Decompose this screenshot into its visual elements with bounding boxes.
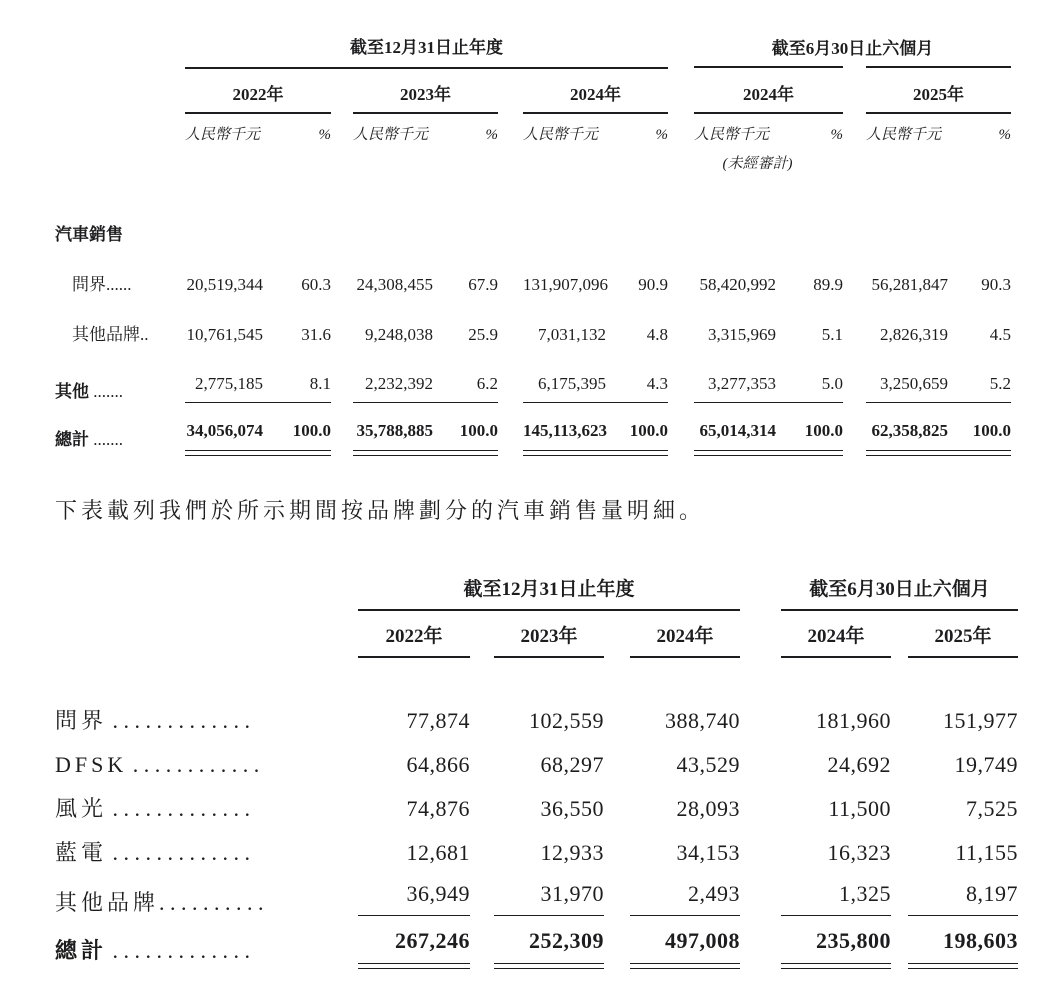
column-gap xyxy=(470,865,494,915)
column-gap xyxy=(740,821,781,865)
year-header-2022: 2022年 xyxy=(185,68,331,113)
column-gap xyxy=(843,402,866,450)
column-gap xyxy=(470,777,494,821)
amount-cell: 10,761,545 xyxy=(186,325,263,345)
volume-cell: 388,740 xyxy=(665,707,740,733)
total-amount-cell: 145,113,623 xyxy=(523,402,606,450)
percent-header: % xyxy=(830,126,843,143)
year-header-row xyxy=(55,68,1011,113)
column-gap xyxy=(891,777,908,821)
total-label-cell xyxy=(55,915,358,963)
total-volume-cell: 252,309 xyxy=(494,915,604,963)
volume-cell: 68,297 xyxy=(540,751,604,777)
percent-header: % xyxy=(998,126,1012,143)
total-label-cell xyxy=(55,402,185,450)
total-label: 總計 xyxy=(55,937,108,963)
sales-volume-by-brand-table xyxy=(55,578,1018,964)
row-total xyxy=(55,402,1011,450)
percent-header: % xyxy=(655,126,668,143)
volume-cell: 36,550 xyxy=(540,795,604,821)
column-gap xyxy=(668,295,694,345)
column-gap xyxy=(470,610,494,657)
row-label: 其他 xyxy=(55,382,89,402)
empty-cell xyxy=(55,173,1011,201)
volume-cell: 12,933 xyxy=(540,839,604,865)
amount-cell: 2,826,319 xyxy=(880,325,948,345)
total-volume-cell: 497,008 xyxy=(630,915,740,963)
year-header-2024-interim: 2024年 xyxy=(781,610,891,657)
column-gap xyxy=(604,821,630,865)
column-gap xyxy=(470,915,494,963)
volume-cell: 34,153 xyxy=(676,839,740,865)
period-header-row xyxy=(55,578,1018,610)
amount-cell: 2,232,392 xyxy=(353,345,433,402)
row-landian xyxy=(55,821,1018,865)
unit-header: 人民幣千元 xyxy=(523,126,599,143)
column-gap xyxy=(891,610,908,657)
empty-cell xyxy=(185,146,668,173)
year-header-2025: 2025年 xyxy=(908,610,1018,657)
volume-cell: 11,500 xyxy=(828,795,891,821)
column-gap xyxy=(498,345,523,402)
column-gap xyxy=(498,113,523,146)
total-percent-cell: 100.0 xyxy=(606,402,668,450)
volume-cell: 12,681 xyxy=(406,839,470,865)
volume-cell: 74,876 xyxy=(406,795,470,821)
column-gap xyxy=(843,295,866,345)
row-other-brands xyxy=(55,865,1018,915)
column-gap xyxy=(498,402,523,450)
year-header-2023: 2023年 xyxy=(353,68,498,113)
column-gap xyxy=(668,68,694,113)
percent-cell: 90.9 xyxy=(638,275,668,295)
column-gap xyxy=(740,777,781,821)
percent-cell: 90.3 xyxy=(981,275,1012,295)
percent-cell: 89.9 xyxy=(813,275,843,295)
column-gap xyxy=(604,689,630,733)
year-header-2024: 2024年 xyxy=(523,68,668,113)
column-gap xyxy=(668,402,694,450)
column-gap xyxy=(891,733,908,777)
column-gap xyxy=(843,113,866,146)
spacer-row xyxy=(55,173,1011,201)
column-gap xyxy=(668,245,694,295)
percent-cell: 4.5 xyxy=(989,325,1012,345)
volume-cell: 64,866 xyxy=(406,751,470,777)
row-others xyxy=(55,345,1011,402)
dot-leader: . . . . . . . . . . xyxy=(159,889,264,915)
column-gap xyxy=(740,733,781,777)
volume-cell: 31,970 xyxy=(494,865,604,915)
volume-cell: 11,155 xyxy=(955,839,1018,865)
section-label: 汽車銷售 xyxy=(55,225,123,245)
percent-cell: 5.0 xyxy=(776,345,843,402)
spacer-row xyxy=(55,657,1018,689)
row-label-cell xyxy=(55,777,358,821)
percent-cell: 6.2 xyxy=(433,345,498,402)
column-gap xyxy=(891,689,908,733)
row-label-cell xyxy=(55,821,358,865)
year-header-2023: 2023年 xyxy=(494,610,604,657)
percent-cell: 31.6 xyxy=(301,325,331,345)
amount-cell: 3,315,969 xyxy=(708,325,776,345)
column-gap xyxy=(498,68,523,113)
volume-cell: 1,325 xyxy=(781,865,891,915)
percent-header: % xyxy=(485,126,498,143)
dot-leader: . . . . . . . . . . . . xyxy=(127,751,260,777)
column-gap xyxy=(331,345,353,402)
column-gap xyxy=(498,295,523,345)
dot-leader: ....... xyxy=(89,430,123,450)
row-label: 問界 xyxy=(72,275,106,295)
dot-leader: . . . . . . . . . . . . . xyxy=(107,839,251,865)
section-header-row xyxy=(55,201,1011,245)
percent-cell: 5.2 xyxy=(948,345,1011,402)
period-header-interim: 截至6月30日止六個月 xyxy=(781,578,1018,610)
empty-cell xyxy=(55,146,185,173)
period-header-annual: 截至12月31日止年度 xyxy=(358,578,740,610)
unit-header-row xyxy=(55,113,1011,146)
column-gap xyxy=(740,610,781,657)
volume-cell: 151,977 xyxy=(943,707,1018,733)
percent-cell: 67.9 xyxy=(468,275,498,295)
column-gap xyxy=(331,402,353,450)
row-label-cell xyxy=(55,689,358,733)
period-header-interim: 截至6月30日止六個月 xyxy=(694,30,1011,68)
total-volume-cell: 267,246 xyxy=(358,915,470,963)
percent-cell: 60.3 xyxy=(301,275,331,295)
volume-cell: 16,323 xyxy=(827,839,891,865)
row-fengguang xyxy=(55,777,1018,821)
year-header-2024-interim: 2024年 xyxy=(694,68,843,113)
total-percent-cell: 100.0 xyxy=(776,402,843,450)
row-label: 問界 xyxy=(55,707,108,733)
column-gap xyxy=(843,245,866,295)
empty-cell xyxy=(55,30,185,68)
unaudited-note: (未經審計) xyxy=(722,155,793,172)
volume-cell: 19,749 xyxy=(954,751,1018,777)
column-gap xyxy=(331,113,353,146)
column-gap xyxy=(891,865,908,915)
year-header-2022: 2022年 xyxy=(358,610,470,657)
dot-leader: . . . . . . . . . . . . . xyxy=(107,795,251,821)
row-label: 其他品牌 xyxy=(72,325,140,345)
dot-leader: ....... xyxy=(89,382,123,402)
column-gap xyxy=(604,610,630,657)
dot-leader: . . . . . . . . . . . . . xyxy=(107,937,251,963)
column-gap xyxy=(331,245,353,295)
total-volume-cell: 198,603 xyxy=(908,915,1018,963)
row-label-cell xyxy=(55,865,358,915)
percent-cell: 4.8 xyxy=(646,325,668,345)
row-wenjie xyxy=(55,689,1018,733)
empty-cell xyxy=(55,578,358,610)
column-gap xyxy=(740,915,781,963)
column-gap xyxy=(891,821,908,865)
total-label: 總計 xyxy=(55,430,89,450)
amount-cell: 131,907,096 xyxy=(523,275,608,295)
column-gap xyxy=(470,821,494,865)
empty-cell xyxy=(55,657,1018,689)
intro-paragraph: 下表載列我們於所示期間按品牌劃分的汽車銷售量明細。 xyxy=(55,498,706,523)
column-gap xyxy=(740,689,781,733)
empty-cell xyxy=(55,113,185,146)
volume-cell: 181,960 xyxy=(816,707,891,733)
year-header-row xyxy=(55,610,1018,657)
column-gap xyxy=(604,777,630,821)
dot-leader: . . . . . . . . . . . . . xyxy=(107,707,251,733)
column-gap xyxy=(740,865,781,915)
row-label-cell xyxy=(55,245,185,295)
amount-cell: 56,281,847 xyxy=(871,275,948,295)
column-gap xyxy=(498,245,523,295)
empty-cell xyxy=(866,146,1011,173)
total-percent-cell: 100.0 xyxy=(433,402,498,450)
year-header-2024: 2024年 xyxy=(630,610,740,657)
unit-header: 人民幣千元 xyxy=(694,126,770,143)
revenue-by-brand-table xyxy=(55,30,1011,451)
row-label-cell xyxy=(55,295,185,345)
total-amount-cell: 65,014,314 xyxy=(694,402,776,450)
row-label-cell xyxy=(55,345,185,402)
row-label: DFSK xyxy=(55,751,128,777)
row-label-cell xyxy=(55,733,358,777)
dot-leader: .. xyxy=(140,325,149,345)
period-header-row xyxy=(55,30,1011,68)
volume-cell: 24,692 xyxy=(827,751,891,777)
column-gap xyxy=(470,733,494,777)
period-header-annual: 截至12月31日止年度 xyxy=(185,30,668,68)
amount-cell: 20,519,344 xyxy=(186,275,263,295)
row-label: 風光 xyxy=(55,795,108,821)
volume-cell: 102,559 xyxy=(529,707,604,733)
column-gap xyxy=(843,345,866,402)
amount-cell: 3,277,353 xyxy=(694,345,776,402)
column-gap xyxy=(668,146,694,173)
column-gap xyxy=(668,113,694,146)
unaudited-note-row xyxy=(55,146,1011,173)
column-gap xyxy=(740,578,781,610)
total-percent-cell: 100.0 xyxy=(948,402,1011,450)
dot-leader: ...... xyxy=(106,275,132,295)
row-label: 藍電 xyxy=(55,839,108,865)
amount-cell: 2,775,185 xyxy=(185,345,263,402)
total-percent-cell: 100.0 xyxy=(263,402,331,450)
percent-cell: 4.3 xyxy=(606,345,668,402)
amount-cell: 3,250,659 xyxy=(866,345,948,402)
amount-cell: 9,248,038 xyxy=(365,325,433,345)
row-wenjie xyxy=(55,245,1011,295)
amount-cell: 24,308,455 xyxy=(356,275,433,295)
year-header-2025: 2025年 xyxy=(866,68,1011,113)
volume-cell: 7,525 xyxy=(966,795,1018,821)
unit-header: 人民幣千元 xyxy=(185,126,261,143)
percent-header: % xyxy=(318,126,331,143)
percent-cell: 25.9 xyxy=(468,325,498,345)
column-gap xyxy=(470,689,494,733)
row-other-brands xyxy=(55,295,1011,345)
volume-cell: 2,493 xyxy=(630,865,740,915)
volume-cell: 8,197 xyxy=(908,865,1018,915)
volume-cell: 36,949 xyxy=(358,865,470,915)
amount-cell: 58,420,992 xyxy=(699,275,776,295)
empty-cell xyxy=(55,68,185,113)
column-gap xyxy=(891,915,908,963)
percent-cell: 8.1 xyxy=(263,345,331,402)
total-amount-cell: 62,358,825 xyxy=(866,402,948,450)
row-total xyxy=(55,915,1018,963)
volume-cell: 43,529 xyxy=(676,751,740,777)
amount-cell: 6,175,395 xyxy=(523,345,606,402)
amount-cell: 7,031,132 xyxy=(538,325,606,345)
total-amount-cell: 34,056,074 xyxy=(185,402,263,450)
empty-cell xyxy=(55,610,358,657)
volume-cell: 28,093 xyxy=(676,795,740,821)
column-gap xyxy=(668,30,694,68)
column-gap xyxy=(331,295,353,345)
row-dfsk xyxy=(55,733,1018,777)
column-gap xyxy=(604,733,630,777)
unit-header: 人民幣千元 xyxy=(353,126,429,143)
total-amount-cell: 35,788,885 xyxy=(353,402,433,450)
column-gap xyxy=(331,68,353,113)
column-gap xyxy=(668,345,694,402)
unit-header: 人民幣千元 xyxy=(866,126,942,143)
column-gap xyxy=(604,915,630,963)
percent-cell: 5.1 xyxy=(821,325,843,345)
row-label: 其他品牌 xyxy=(55,889,160,915)
total-volume-cell: 235,800 xyxy=(781,915,891,963)
column-gap xyxy=(843,146,866,173)
column-gap xyxy=(843,68,866,113)
column-gap xyxy=(604,865,630,915)
volume-cell: 77,874 xyxy=(406,707,470,733)
